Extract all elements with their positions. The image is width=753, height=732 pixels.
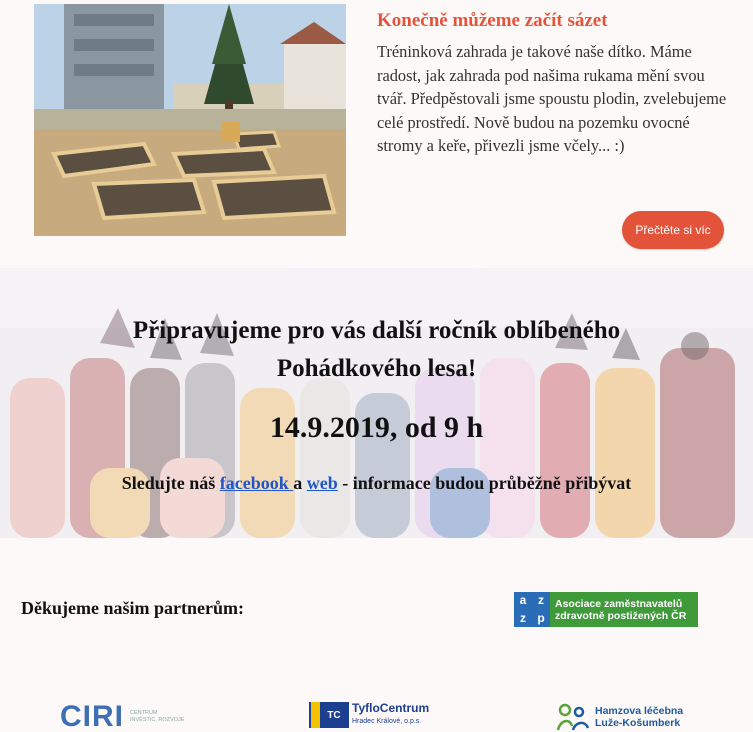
garden-photo[interactable] xyxy=(34,4,346,236)
tyflocentrum-badge-text: TC xyxy=(327,709,341,721)
event-date: 14.9.2019, od 9 h xyxy=(269,411,484,444)
ciri-sub-line2: INVESTIC, ROZVOJE xyxy=(130,717,185,723)
hamzova-name xyxy=(595,705,683,729)
banner-photo xyxy=(0,268,753,538)
web-link[interactable]: web xyxy=(306,473,338,493)
partners-section xyxy=(0,538,753,732)
tyflocentrum-name-sub: Hradec Králové, o.p.s. xyxy=(352,718,422,725)
azzp-letter: p xyxy=(537,610,545,625)
azzp-logo[interactable] xyxy=(514,592,698,627)
follow-suffix: - informace budou průběžně přibývat xyxy=(337,473,632,493)
facebook-link[interactable]: facebook xyxy=(219,473,294,493)
tyflocentrum-name-main: TyfloCentrum xyxy=(352,701,430,715)
event-banner xyxy=(0,268,753,538)
hamzova-figure-icon xyxy=(555,702,591,732)
azzp-letter: z xyxy=(520,610,526,625)
read-more-button[interactable]: Přečtěte si víc xyxy=(622,211,724,249)
banner-title-line1: Připravujeme pro vás další ročník oblíbeného xyxy=(132,317,621,344)
article-section xyxy=(0,0,753,268)
garden-photo-illustration xyxy=(34,4,346,236)
azzp-name-line1: Asociace zaměstnavatelů xyxy=(555,598,683,610)
azzp-letter: a xyxy=(519,593,527,607)
follow-text xyxy=(0,473,753,494)
azzp-logo-mark xyxy=(514,592,550,627)
partners-heading: Děkujeme našim partnerům: xyxy=(21,598,244,618)
article-text: Tréninková zahrada je takové naše dítko. Máme radost, jak zahrada pod našima rukama mění svou tvář. Předpěstovali jsme spoustu plodin, zvelebujeme celé prostředí. Nově budou na pozemku ovocné stromy a keře, přivezli jsme včely... :) xyxy=(377,42,727,155)
article-title[interactable]: Konečně můžeme začít sázet xyxy=(377,10,608,31)
banner-title-line2: Pohádkového lesa! xyxy=(276,355,477,382)
azzp-name xyxy=(550,592,698,627)
ciri-logo-mark: CIRI xyxy=(60,700,124,732)
follow-prefix: Sledujte náš xyxy=(121,473,220,493)
hamzova-name-line2: Luže-Košumberk xyxy=(595,717,681,729)
tyflocentrum-stripe xyxy=(311,702,320,728)
hamzova-logo[interactable] xyxy=(555,702,705,732)
ciri-logo[interactable] xyxy=(60,702,200,732)
tyflocentrum-badge xyxy=(309,702,349,728)
azzp-name-line2: zdravotně postižených ČR xyxy=(555,610,687,622)
tyflocentrum-name xyxy=(352,702,429,728)
ciri-sub-line1: CENTRUM xyxy=(130,710,158,716)
follow-mid: a xyxy=(293,473,307,493)
hamzova-name-line1: Hamzova léčebna xyxy=(595,705,684,717)
ciri-logo-sub xyxy=(130,710,184,724)
tyflocentrum-logo[interactable] xyxy=(309,702,449,732)
azzp-letter: z xyxy=(538,593,544,607)
